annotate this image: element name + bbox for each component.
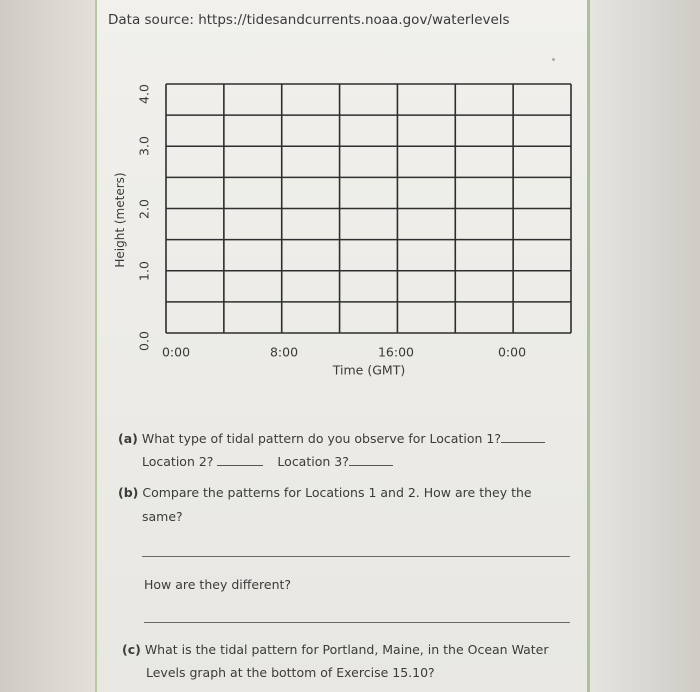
question-b-line2: same? [142,509,183,524]
answer-blank-location-3[interactable] [349,453,393,466]
speck [552,58,555,61]
question-a-line2 [142,453,393,469]
question-c-letter: (c) [122,642,141,657]
answer-blank-location-2[interactable] [217,453,263,466]
question-b-letter: (b) [118,485,139,500]
question-a-letter: (a) [118,431,138,446]
question-c-line1: What is the tidal pattern for Portland, Maine, in the Ocean Water [140,642,549,657]
y-tick-label: 2.0 [136,198,152,219]
y-tick-label: 3.0 [136,136,152,157]
question-b [118,485,532,500]
y-tick-label: 4.0 [136,84,152,104]
question-c [122,642,549,657]
x-tick-label: 8:00 [269,344,299,360]
question-b-different: How are they different? [144,577,292,592]
answer-line-different[interactable] [144,622,570,623]
x-tick-label: 0:00 [161,344,191,360]
y-tick-label: 1.0 [136,260,152,281]
y-axis-label: Height (meters) [113,172,127,268]
question-a-text: What type of tidal pattern do you observe for Location 1? [137,431,501,446]
data-source-text: Data source: https://tidesandcurrents.noaa.gov/waterlevels [108,12,510,28]
x-tick-label: 0:00 [497,344,527,360]
answer-line-same[interactable] [142,556,570,557]
x-tick-label: 16:00 [377,344,415,360]
question-b-line1: Compare the patterns for Locations 1 and 2. How are they the [138,485,532,500]
question-c-line2: Levels graph at the bottom of Exercise 15.10? [146,665,435,680]
location-2-label: Location 2? [142,454,214,469]
x-axis-label: Time (GMT) [332,362,406,378]
location-3-label: Location 3? [277,454,349,469]
question-a [118,430,545,446]
y-tick-label: 0.0 [136,331,152,351]
answer-blank-location-1[interactable] [501,430,545,443]
